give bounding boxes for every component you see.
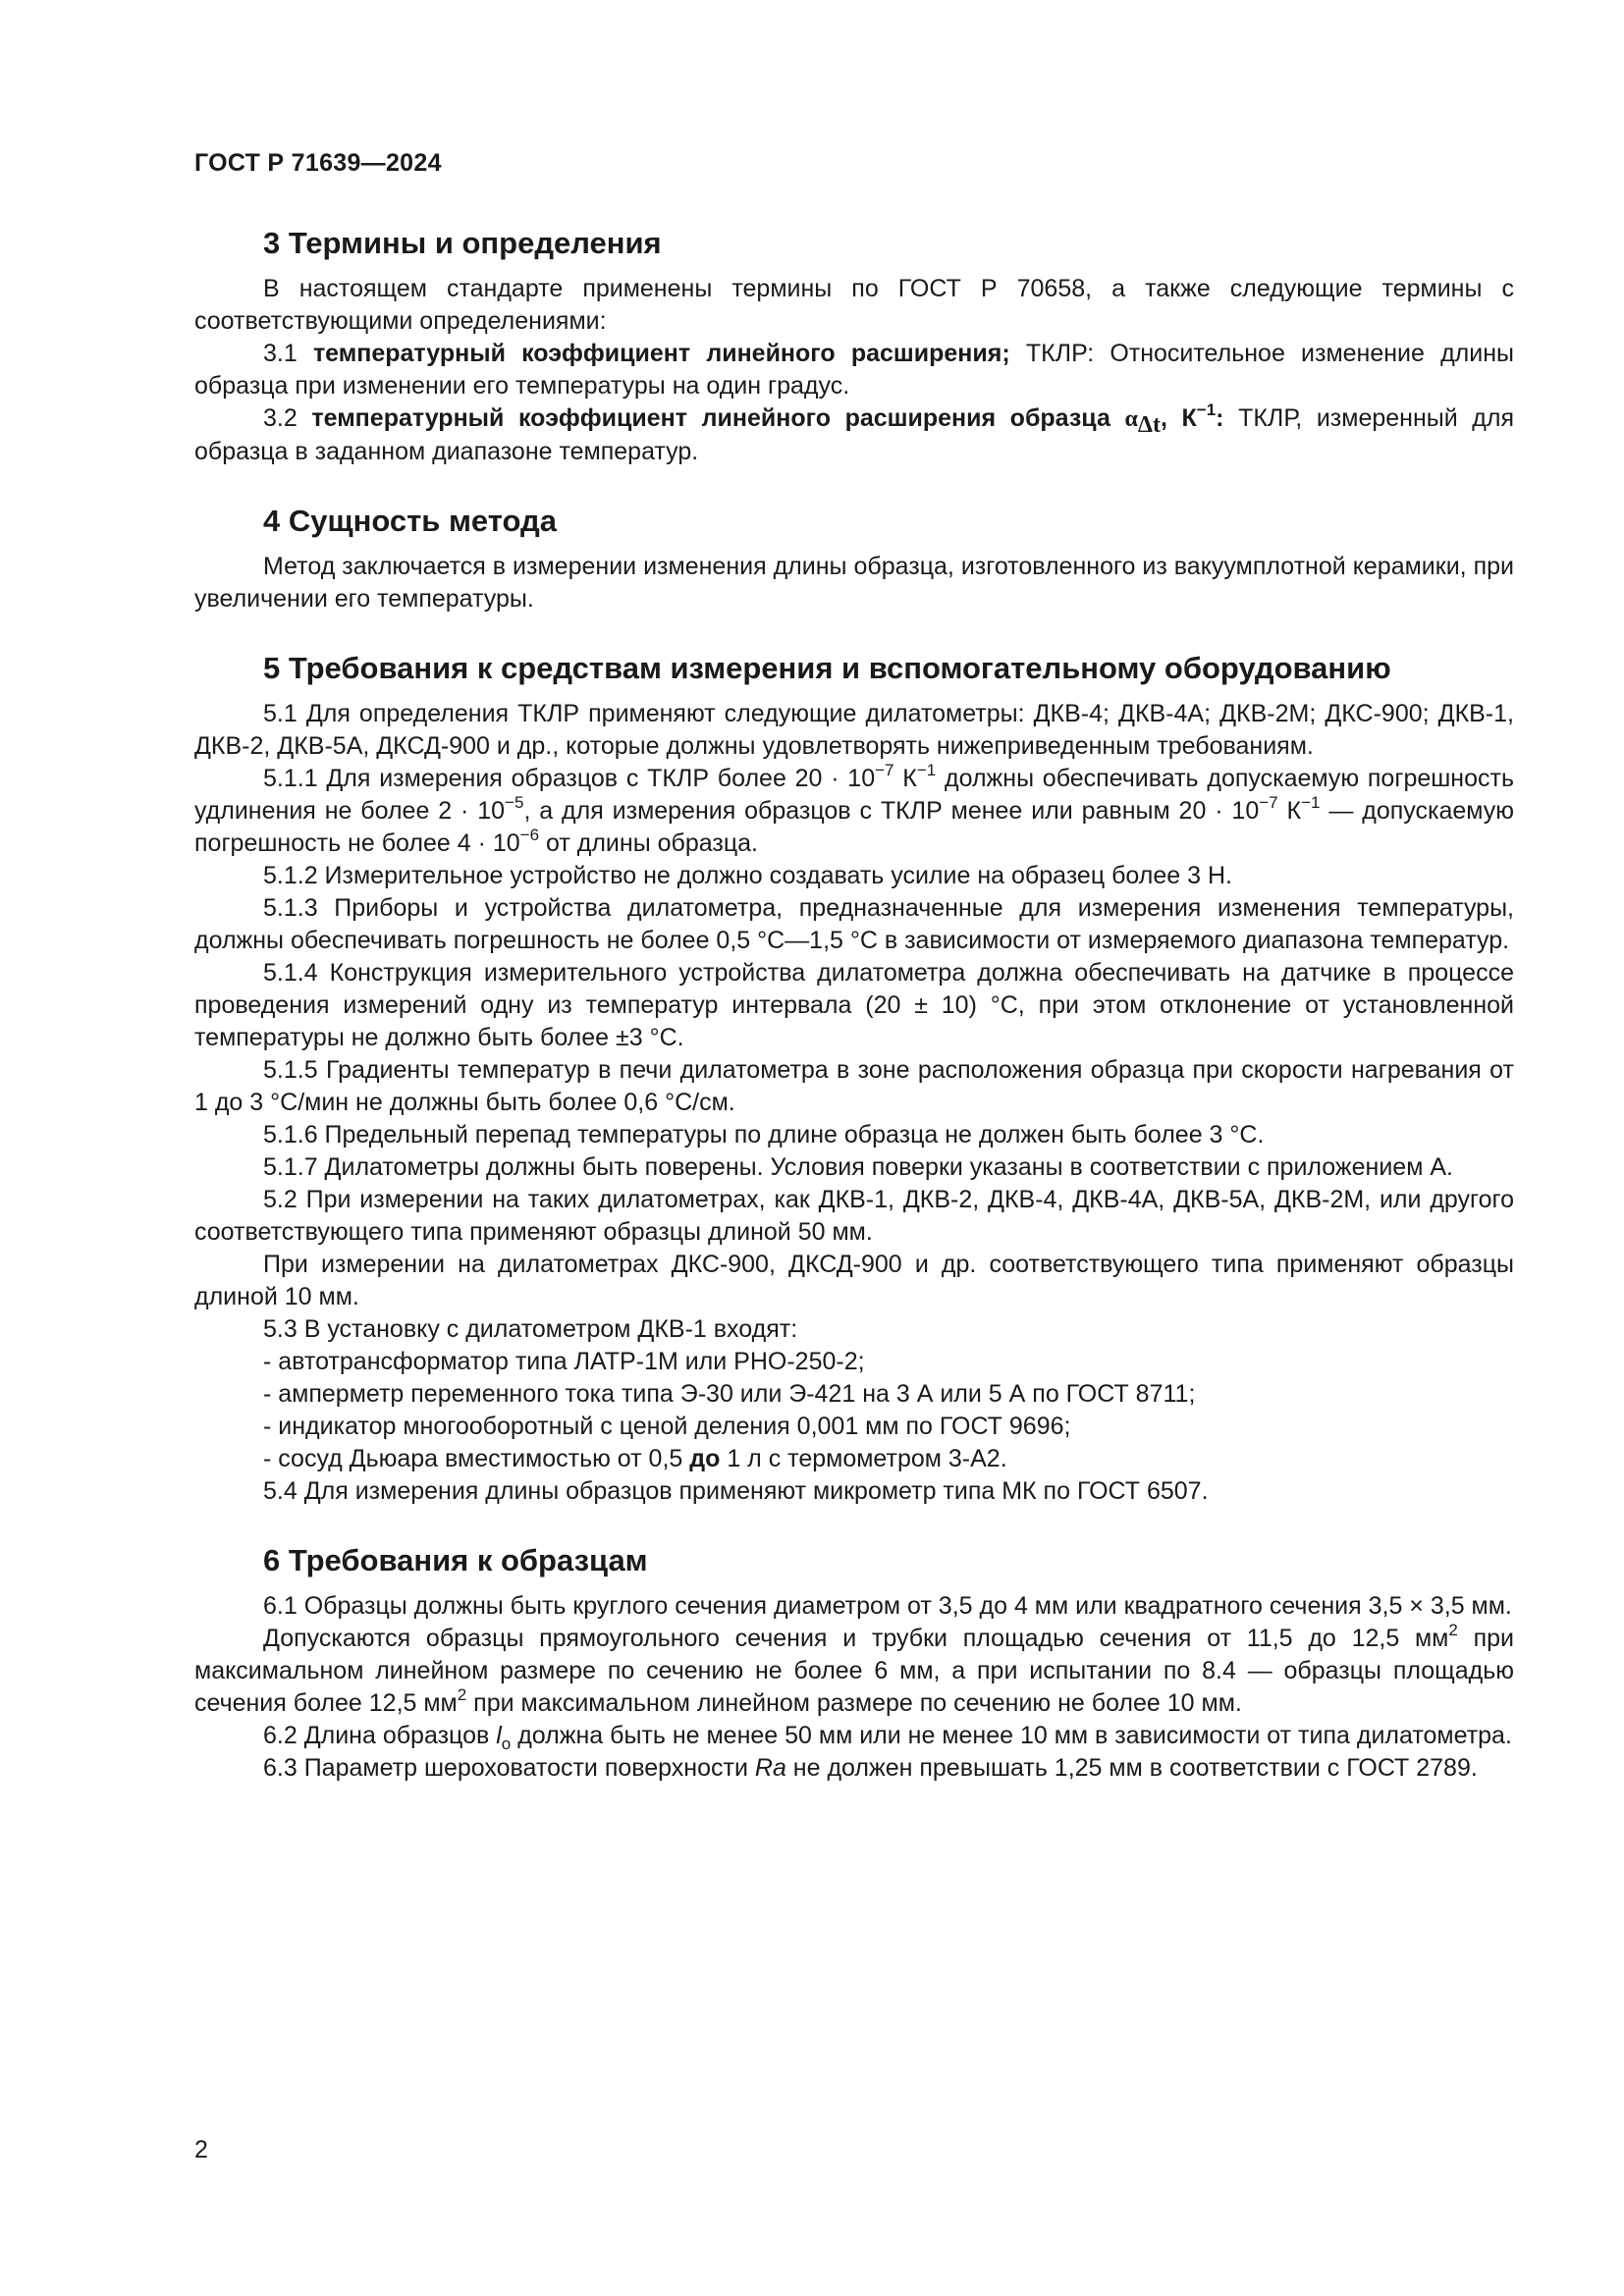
clause-6-1: 6.1 Образцы должны быть круглого сечения диаметром от 3,5 до 4 мм или квадратного сечения 3,5 × 3,5 мм. (263, 1592, 1512, 1620)
clause-6-2 (194, 1720, 1514, 1752)
clause-5-1-5: 5.1.5 Градиенты температур в печи дилатометра в зоне расположения образца при скорости нагревания от 1 до 3 °С/мин не должны быть более 0,6 °С/см. (194, 1056, 1514, 1116)
clause-5-1-1-part: К (893, 765, 917, 792)
exponent: 2 (457, 1685, 467, 1704)
clause-5-1-6: 5.1.6 Предельный перепад температуры по длине образца не должен быть более 3 °С. (263, 1121, 1265, 1148)
list-item (194, 1443, 1514, 1475)
list-item: - индикатор многооборотный с ценой деления 0,001 мм по ГОСТ 9696; (263, 1413, 1071, 1440)
clause-6-3-part: 6.3 Параметр шероховатости поверхности (263, 1754, 755, 1782)
exponent: −1 (916, 761, 937, 779)
term-3-2 (194, 402, 1514, 468)
section-3-heading: 3 Термины и определения (263, 226, 662, 260)
clause-6-1-b (194, 1623, 1514, 1720)
clause-5-2: 5.2 При измерении на таких дилатометрах, как ДКВ-1, ДКВ-2, ДКВ-4, ДКВ-4А, ДКВ-5А, ДКВ-2М, или другого соответствующего типа применяют образцы длиной 50 мм. (194, 1186, 1514, 1246)
clause-5-1-3: 5.1.3 Приборы и устройства дилатометра, предназначенные для измерения изменения температуры, должны обеспечивать погрешность не более 0,5 °С—1,5 °С в зависимости от измеряемого диапазона температур. (194, 894, 1514, 954)
page-number: 2 (194, 2136, 208, 2163)
section-5-heading: 5 Требования к средствам измерения и вспомогательному оборудованию (263, 651, 1391, 685)
alpha-symbol: α (1124, 406, 1138, 432)
clause-5-1: 5.1 Для определения ТКЛР применяют следующие дилатометры: ДКВ-4; ДКВ-4А; ДКВ-2М; ДКС-900; ДКВ-1, ДКВ-2, ДКВ-5А, ДКСД-900 и др., которые должны удовлетворять нижеприведенным требованиям. (194, 700, 1514, 760)
s3-intro: В настоящем стандарте применены термины по ГОСТ Р 70658, а также следующие термины с соответствующими определениями: (194, 275, 1514, 335)
clause-5-1-1-part: от длины образца. (539, 829, 758, 857)
term-3-1 (194, 338, 1514, 402)
term-3-2-colon: : (1216, 404, 1224, 432)
list-item: - автотрансформатор типа ЛАТР-1М или РНО-250-2; (263, 1348, 865, 1375)
exponent: −6 (519, 826, 540, 844)
clause-5-4: 5.4 Для измерения длины образцов применяют микрометр типа МК по ГОСТ 6507. (263, 1477, 1209, 1505)
length-symbol: l (496, 1722, 502, 1749)
clause-5-1-1 (194, 763, 1514, 860)
page-content (194, 224, 1514, 1785)
section-6-heading: 6 Требования к образцам (263, 1543, 648, 1577)
alpha-subscript: Δt (1137, 412, 1161, 438)
clause-6-1-b-part: при максимальном линейном размере по сечению не более 10 мм. (466, 1689, 1242, 1717)
clause-6-3 (194, 1752, 1514, 1785)
clause-5-1-1-part: К (1277, 797, 1302, 825)
term-3-2-number: 3.2 (263, 404, 298, 432)
exponent: −5 (505, 793, 524, 812)
term-3-2-term: температурный коэффициент линейного расширения образца (311, 404, 1110, 432)
clause-5-1-1-part: — допускаемую погрешность не более 4 · 10 (194, 797, 1515, 857)
clause-5-1-4: 5.1.4 Конструкция измерительного устройства дилатометра должна обеспечивать на датчике в процессе проведения измерений одну из температур интервала (20 ± 10) °С, при этом отклонение от установленной температуры не должно быть более ±3 °С. (194, 959, 1514, 1051)
clause-6-1-b-part: Допускаются образцы прямоугольного сечения и трубки площадью сечения от 11,5 до 12,5 мм (263, 1625, 1449, 1652)
term-3-2-unit: , К (1160, 404, 1197, 432)
clause-6-3-part: не должен превышать 1,25 мм в соответствии с ГОСТ 2789. (785, 1754, 1478, 1782)
clause-5-3: 5.3 В установку с дилатометром ДКВ-1 входят: (263, 1315, 798, 1343)
term-3-1-definition: ТКЛР: Относительное изменение длины образца при изменении его температуры на один градус. (194, 340, 1514, 400)
s4-text: Метод заключается в измерении изменения длины образца, изготовленного из вакуумплотной керамики, при увеличении его температуры. (194, 553, 1514, 613)
list-item-part: 1 л с термометром 3-А2. (720, 1445, 1007, 1472)
term-3-1-number: 3.1 (263, 340, 298, 367)
exponent: −7 (875, 761, 894, 779)
clause-6-1-b-part: при максимальном линейном размере по сечению не более 6 мм, а при испытании по 8.4 — образцы площадью сечения более 12,5 мм (194, 1625, 1515, 1717)
exponent: −7 (1259, 793, 1278, 812)
clause-5-1-1-part: , а для измерения образцов с ТКЛР менее или равным 20 · 10 (523, 797, 1260, 825)
list-item-bold: до (689, 1445, 721, 1472)
document-header: ГОСТ Р 71639—2024 (194, 149, 442, 177)
clause-5-1-2: 5.1.2 Измерительное устройство не должно создавать усилие на образец более 3 Н. (263, 862, 1232, 889)
roughness-symbol: Ra (754, 1754, 786, 1782)
exponent: 2 (1448, 1621, 1458, 1639)
term-3-2-unit-exponent: −1 (1196, 400, 1217, 419)
length-subscript: o (501, 1735, 512, 1753)
clause-5-1-7: 5.1.7 Дилатометры должны быть поверены. Условия поверки указаны в соответствии с приложением А. (263, 1153, 1453, 1181)
term-3-2-definition: ТКЛР, измеренный для образца в заданном диапазоне температур. (194, 404, 1515, 465)
clause-5-1-1-part: должны обеспечивать допускаемую погрешность удлинения не более 2 · 10 (194, 765, 1514, 825)
term-3-1-term: температурный коэффициент линейного расширения; (312, 340, 1010, 367)
clause-5-2-b: При измерении на дилатометрах ДКС-900, ДКСД-900 и др. соответствующего типа применяют образцы длиной 10 мм. (194, 1251, 1514, 1310)
clause-6-2-part: 6.2 Длина образцов (263, 1722, 497, 1749)
list-item: - амперметр переменного тока типа Э-30 или Э-421 на 3 А или 5 А по ГОСТ 8711; (263, 1380, 1196, 1408)
exponent: −1 (1301, 793, 1321, 812)
list-item-part: - сосуд Дьюара вместимостью от 0,5 (263, 1445, 690, 1472)
clause-5-1-1-part: 5.1.1 Для измерения образцов с ТКЛР более 20 · 10 (263, 765, 876, 792)
section-4-heading: 4 Сущность метода (263, 504, 557, 538)
clause-6-2-part: должна быть не менее 50 мм или не менее 10 мм в зависимости от типа дилатометра. (511, 1722, 1512, 1749)
